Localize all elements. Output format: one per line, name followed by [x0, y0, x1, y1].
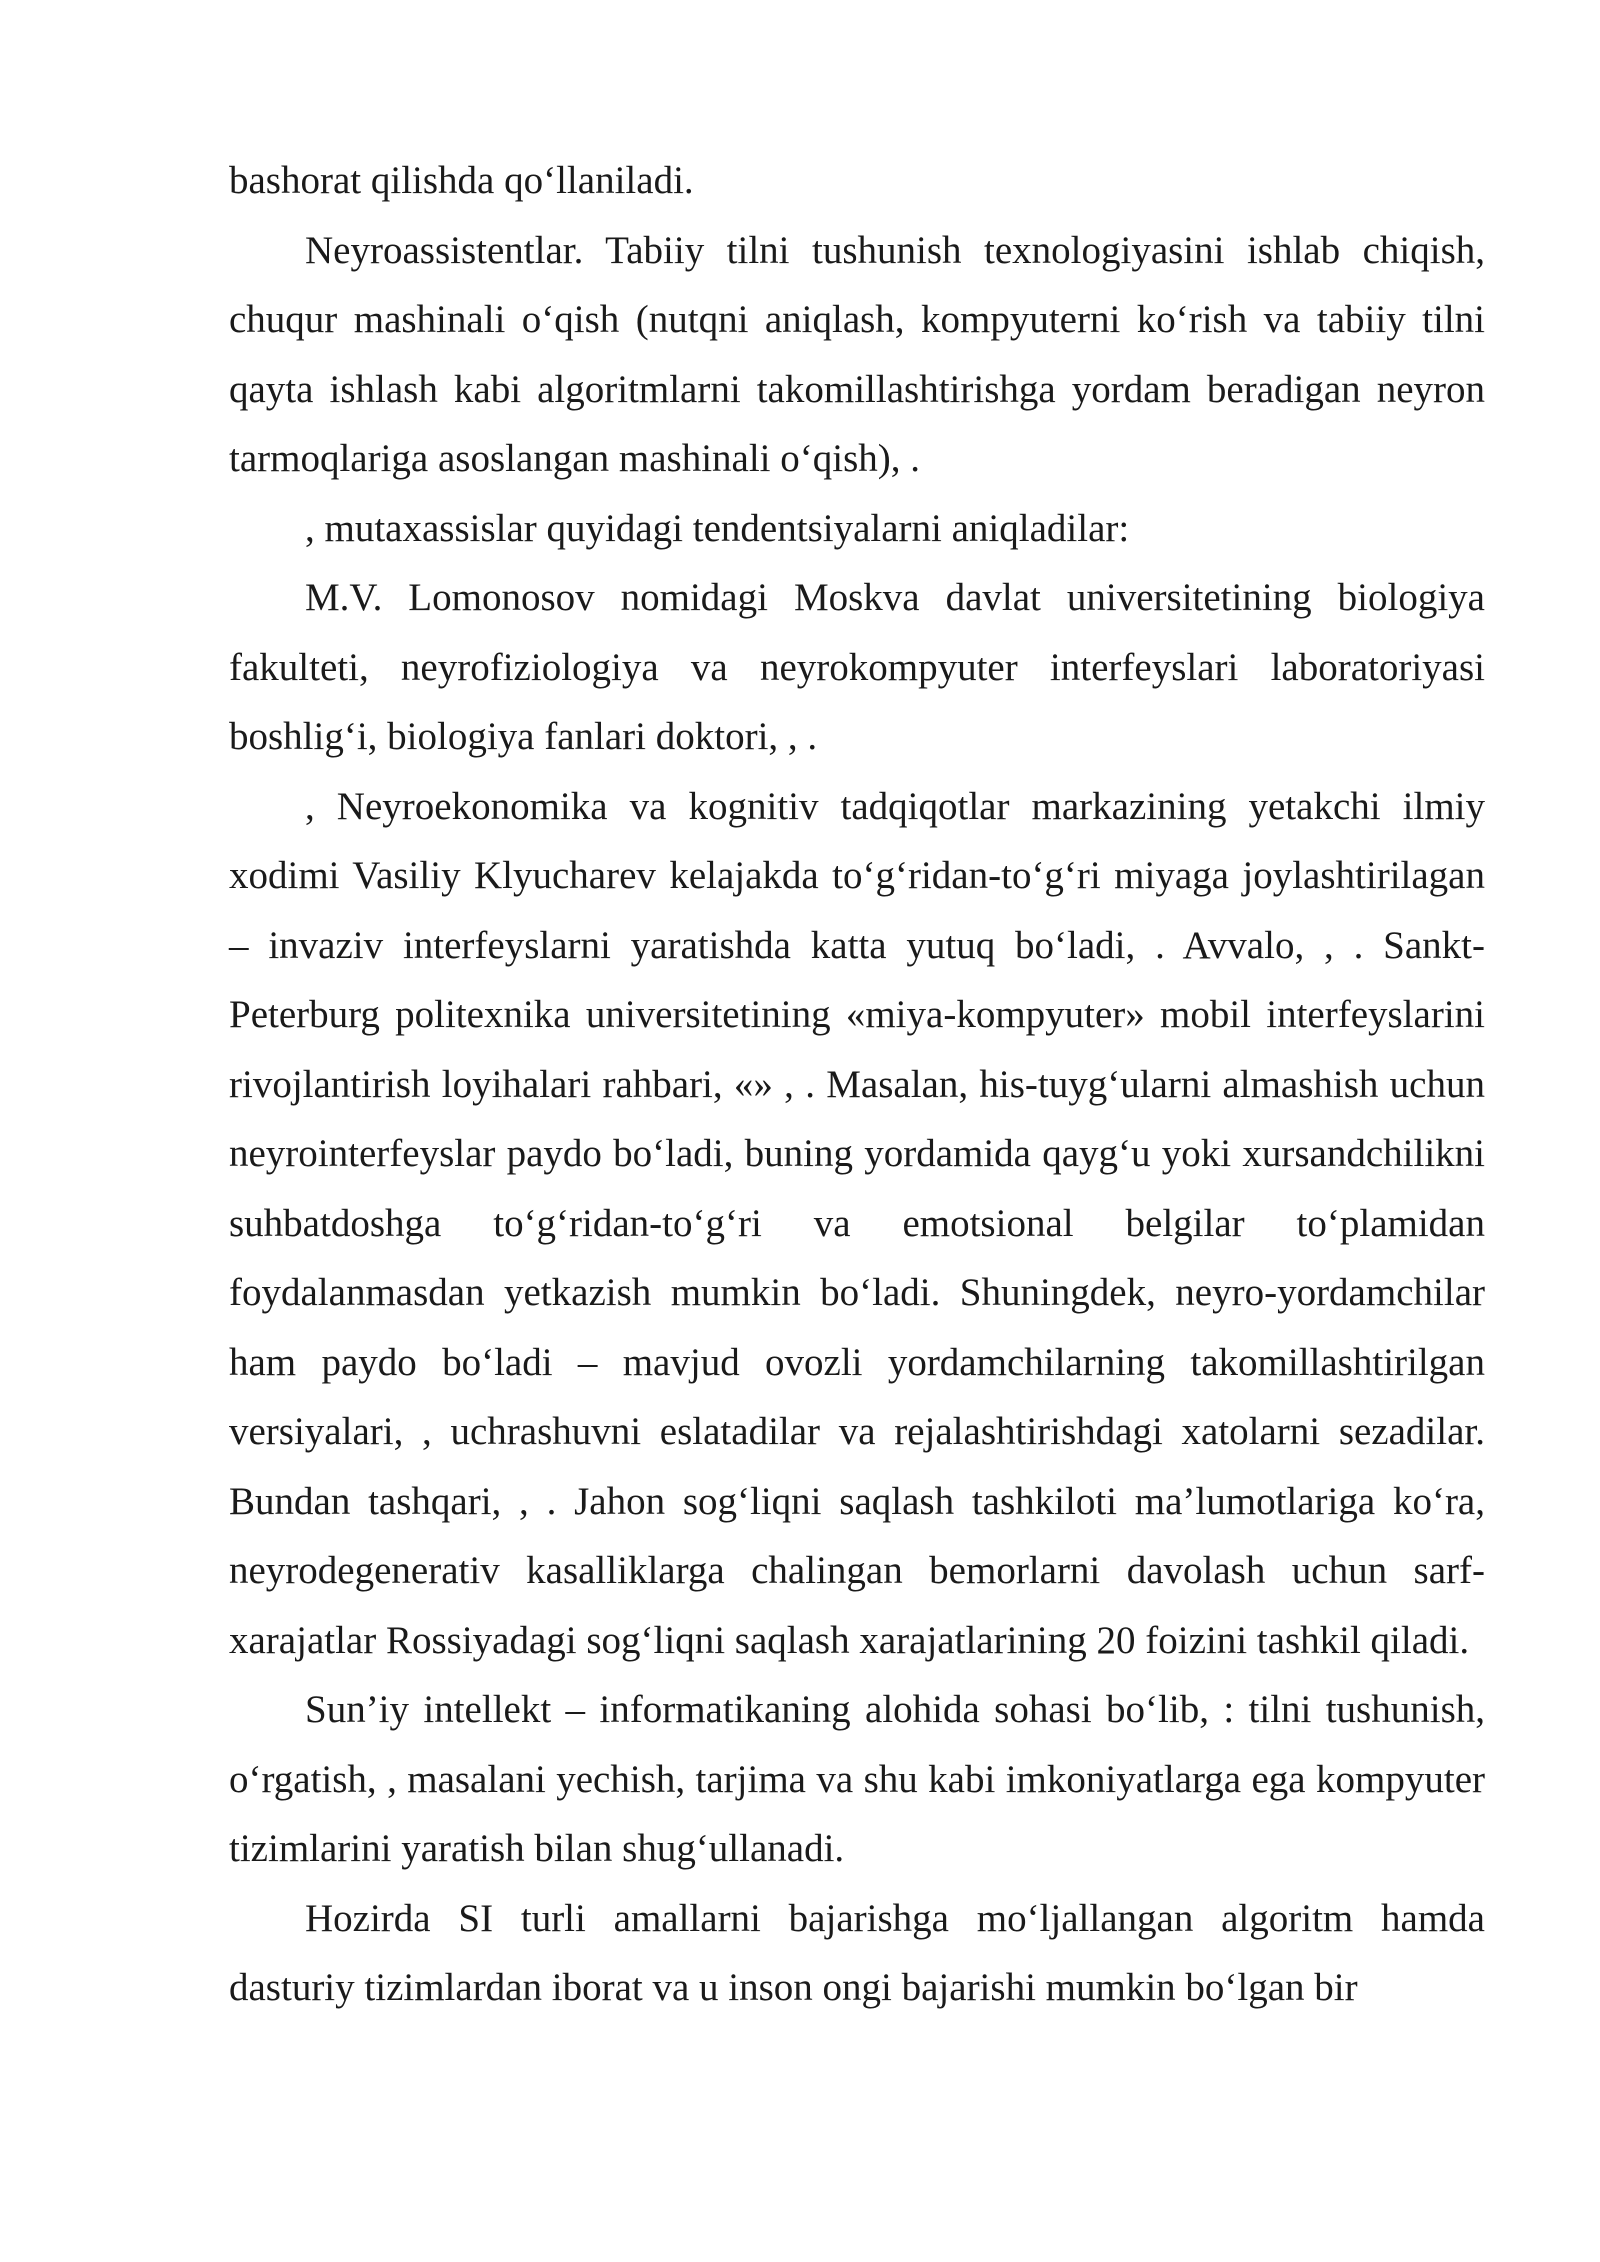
paragraph-neuroeconomics: , Neyroekonomika va kognitiv tadqiqotlar markazining yetakchi ilmiy xodimi Vasiliy Klyucharev kelajakda to‘g‘ridan-to‘g‘ri miyaga joylashtirilagan – invaziv interfeyslarni yaratishda katta yutuq bo‘ladi, . Avvalo, , . Sankt-Peterburg politexnika universitetining «miya-kompyuter» mobil interfeyslarini rivojlantirish loyihalari rahbari, «» , . Masalan, his-tuyg‘ularni almashish uchun neyrointerfeyslar paydo bo‘ladi, buning yordamida qayg‘u yoki xursandchilikni suhbatdoshga to‘g‘ridan-to‘g‘ri va emotsional belgilar to‘plamidan foydalanmasdan yetkazish mumkin bo‘ladi. Shuningdek, neyro-yordamchilar ham paydo bo‘ladi – mavjud ovozli yordamchilarning takomillashtirilgan versiyalari, , uchrashuvni eslatadilar va rejalashtirishdagi xatolarni sezadilar. Bundan tashqari, , . Jahon sog‘liqni saqlash tashkiloti ma’lumotlariga ko‘ra, neyrodegenerativ kasalliklarga chalingan bemorlarni davolash uchun sarf-xarajatlar Rossiyadagi sog‘liqni saqlash xarajatlarining 20 foizini tashkil qiladi. — [229, 784, 1485, 1662]
paragraph-trends-intro: , mutaxassislar quyidagi tendentsiyalarni aniqladilar: — [305, 506, 1130, 550]
paragraph-neuroassistants: Neyroassistentlar. Tabiiy tilni tushunish texnologiyasini ishlab chiqish, chuqur mashinali o‘qish (nutqni aniqlash, kompyuterni ko‘rish va tabiiy tilni qayta ishlash kabi algoritmlarni takomillashtirishga yordam beradigan neyron tarmoqlariga asoslangan mashinali o‘qish), . — [229, 228, 1485, 480]
paragraph-continuation: bashorat qilishda qo‘llaniladi. — [229, 159, 694, 202]
paragraph-ai-definition: Sun’iy intellekt – informatikaning alohida sohasi bo‘lib, : tilni tushunish, o‘rgatish, , masalani yechish, tarjima va shu kabi imkoniyatlarga ega kompyuter tizimlarini yaratish bilan shug‘ullanadi. — [229, 1688, 1485, 1870]
paragraph-lomonosov: M.V. Lomonosov nomidagi Moskva davlat universitetining biologiya fakulteti, neyrofiziologiya va neyrokompyuter interfeyslari laboratoriyasi boshlig‘i, biologiya fanlari doktori, , . — [229, 576, 1485, 758]
paragraph-ai-current: Hozirda SI turli amallarni bajarishga mo‘ljallangan algoritm hamda dasturiy tizimlardan iborat va u inson ongi bajarishi mumkin bo‘lgan bir — [229, 1896, 1485, 2009]
document-page — [229, 146, 1485, 2023]
